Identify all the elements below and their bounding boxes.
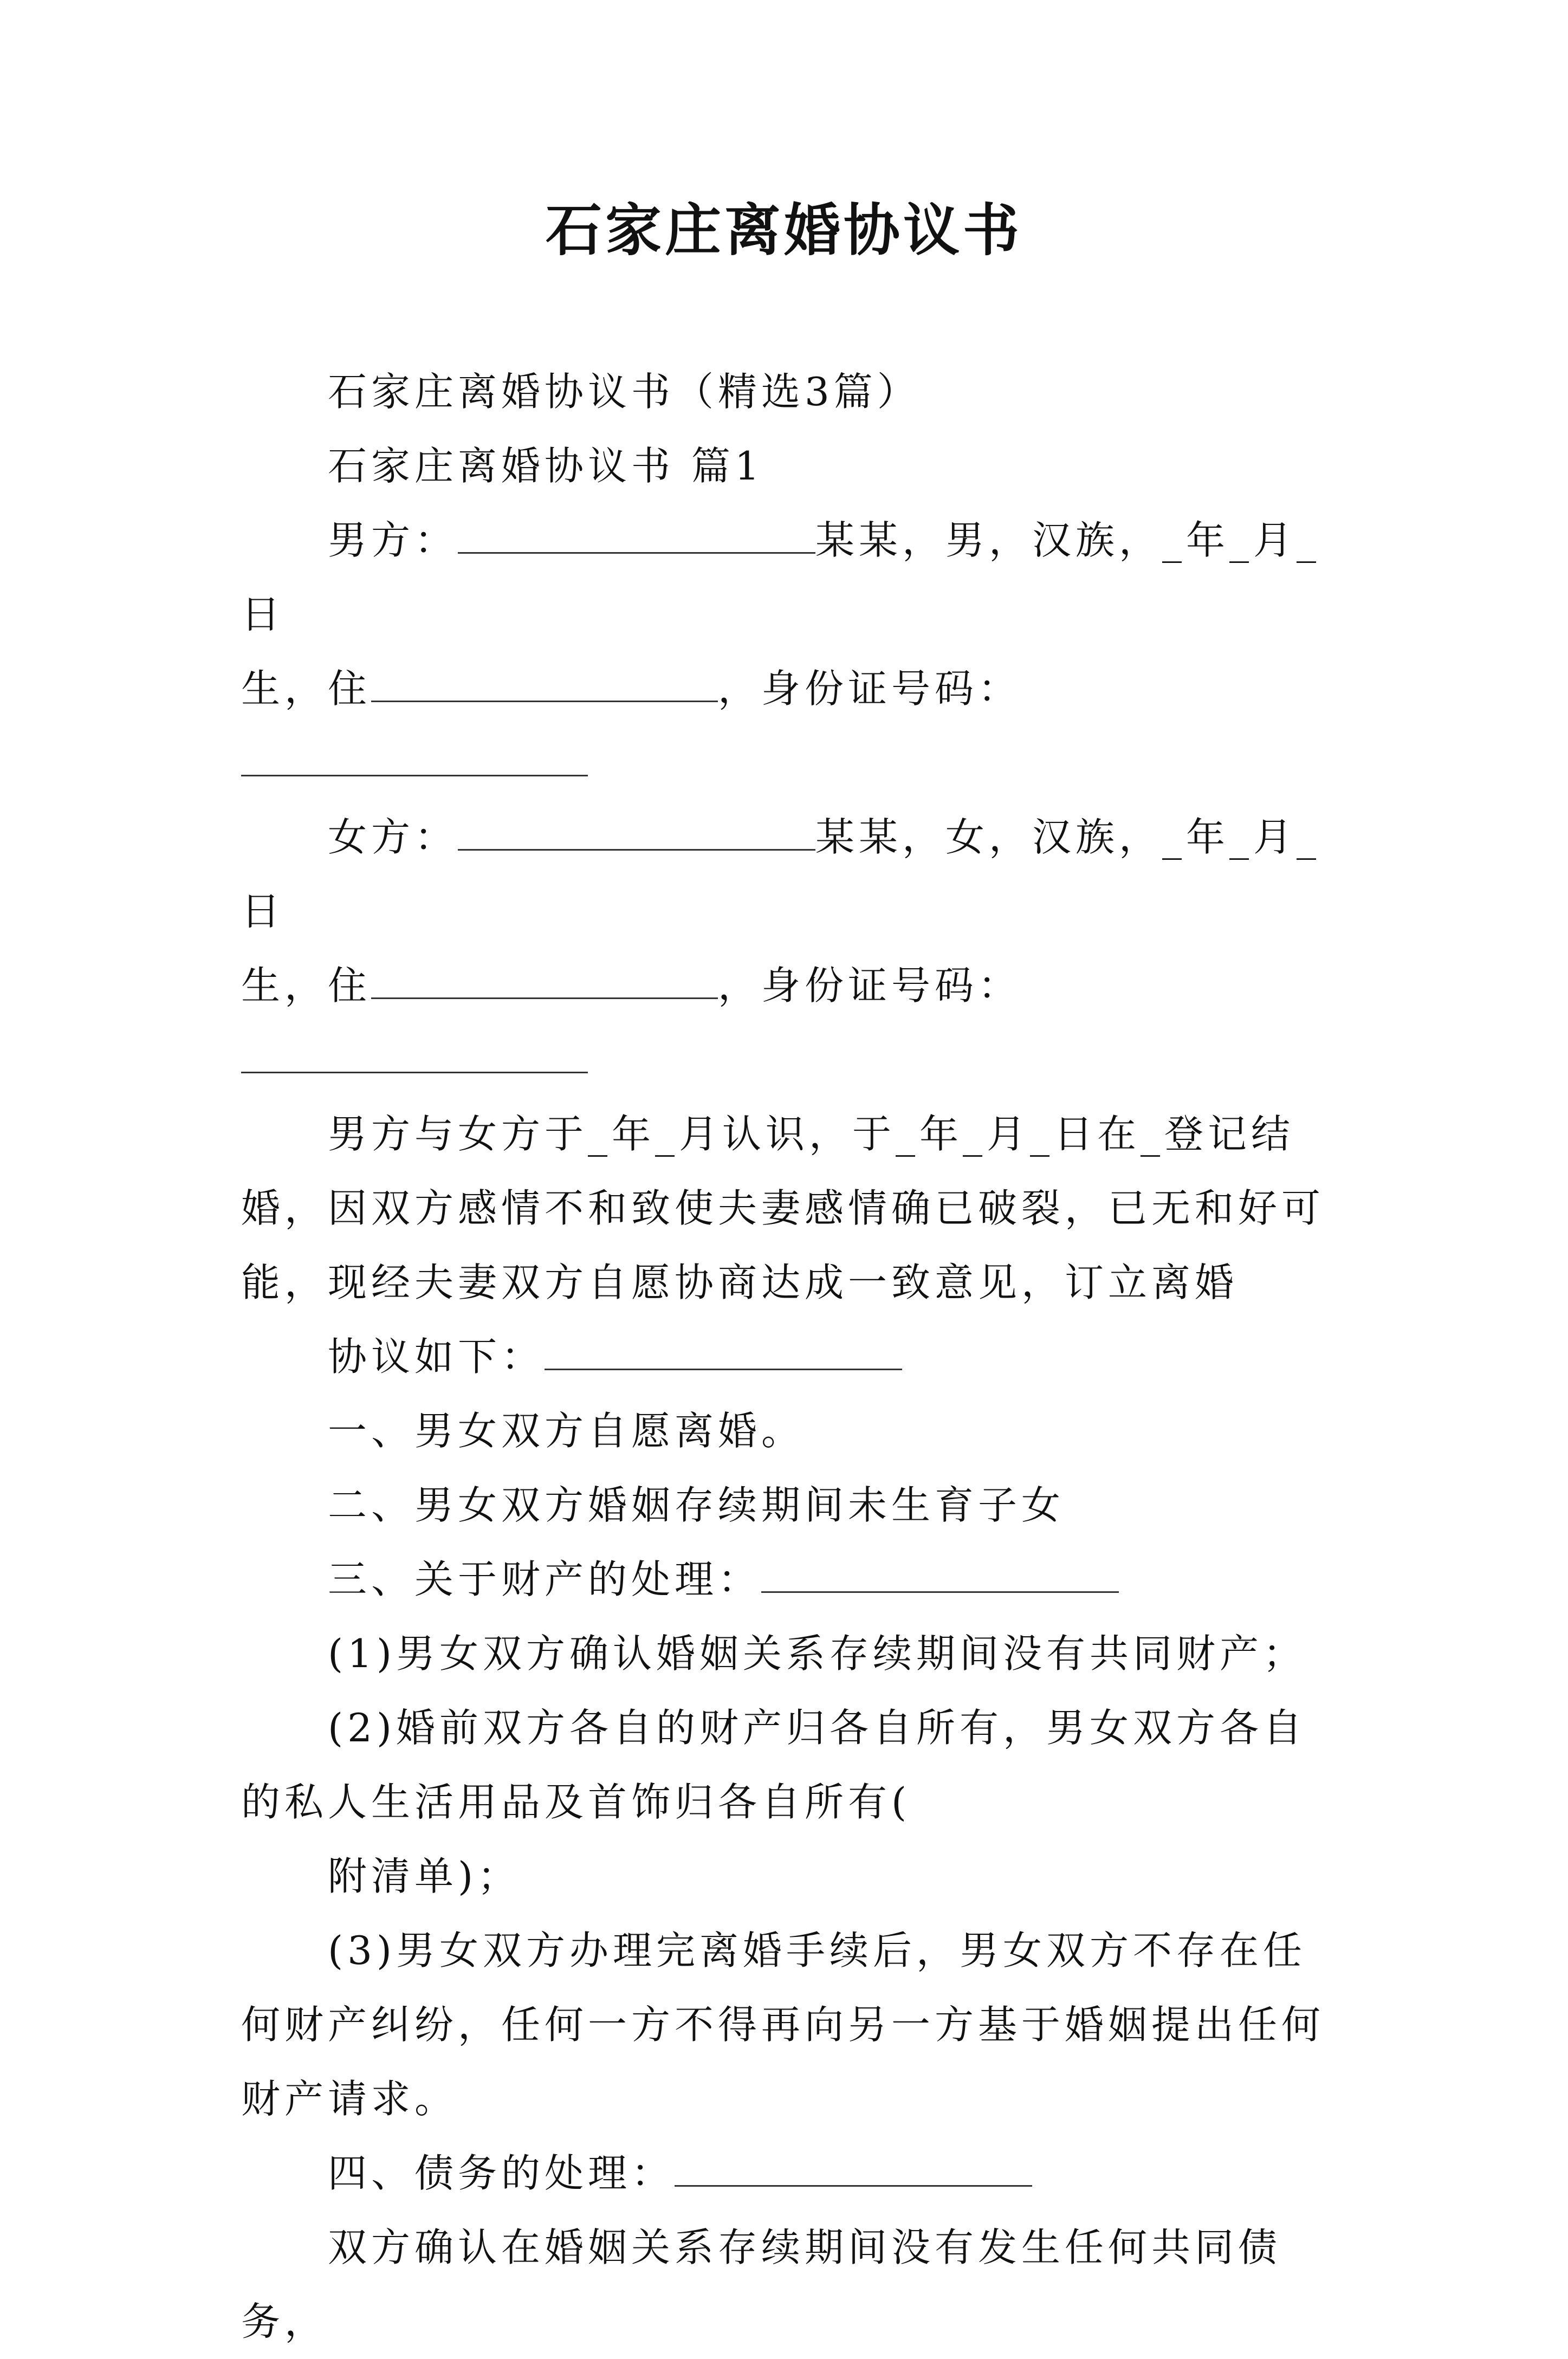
clause-3-1: (1)男女双方确认婚姻关系存续期间没有共同财产； <box>328 1631 1306 1676</box>
clause-1: 一、男女双方自愿离婚。 <box>328 1408 805 1454</box>
clause-4-label: 四、债务的处理： <box>328 2150 675 2196</box>
document-title: 石家庄离婚协议书 <box>545 197 1022 263</box>
male-residence-line <box>241 652 1341 800</box>
clause-2: 二、男女双方婚姻存续期间未生育子女 <box>328 1482 1065 1528</box>
female-label: 女方： <box>328 814 458 860</box>
clause-4-text: 双方确认在婚姻关系存续期间没有发生任何共同债务， <box>241 2225 1282 2344</box>
clause-3-line <box>241 1543 1341 1617</box>
document-body <box>241 355 1341 2359</box>
female-residence-blank <box>371 958 718 999</box>
subtitle: 石家庄离婚协议书（精选3篇） <box>328 369 921 414</box>
male-id-blank <box>241 736 588 776</box>
male-party-line <box>241 503 1341 652</box>
female-residence-line <box>241 949 1341 1097</box>
male-name-blank <box>458 513 815 554</box>
female-residence-label: 生，住 <box>241 963 372 1008</box>
clause-3-3: (3)男女双方办理完离婚手续后，男女双方不存在任何财产纠纷，任何一方不得再向另一方基于婚姻提出任何财产请求。 <box>241 1928 1325 2122</box>
agreement-blank <box>545 1330 902 1370</box>
male-label: 男方： <box>328 517 458 563</box>
clause-3-2-continued: 附清单)； <box>328 1854 521 1899</box>
clause-3-blank <box>761 1552 1119 1593</box>
intro-paragraph: 男方与女方于_年_月认识，于_年_月_日在_登记结婚，因双方感情不和致使夫妻感情确已破裂，已无和好可能，现经夫妻双方自愿协商达成一致意见，订立离婚 <box>241 1111 1325 1305</box>
female-name-blank <box>458 810 815 851</box>
female-id-blank <box>241 1033 588 1073</box>
male-residence-label: 生，住 <box>241 666 372 711</box>
male-desc: 某某，男，汉族，_年_月_日 <box>241 517 1321 637</box>
agreement-line <box>241 1320 1341 1394</box>
section-heading: 石家庄离婚协议书 篇1 <box>328 443 764 489</box>
female-party-line <box>241 800 1341 949</box>
male-id-label: ，身份证号码： <box>718 666 1022 711</box>
female-desc: 某某，女，汉族，_年_月_日 <box>241 814 1321 934</box>
agreement-label: 协议如下： <box>328 1334 545 1379</box>
clause-4-line <box>241 2136 1341 2211</box>
male-residence-blank <box>371 662 718 702</box>
clause-3-2: (2)婚前双方各自的财产归各自所有，男女双方各自的私人生活用品及首饰归各自所有( <box>241 1705 1306 1825</box>
female-id-label: ，身份证号码： <box>718 963 1022 1008</box>
clause-4-blank <box>675 2146 1032 2187</box>
clause-3-label: 三、关于财产的处理： <box>328 1557 762 1602</box>
